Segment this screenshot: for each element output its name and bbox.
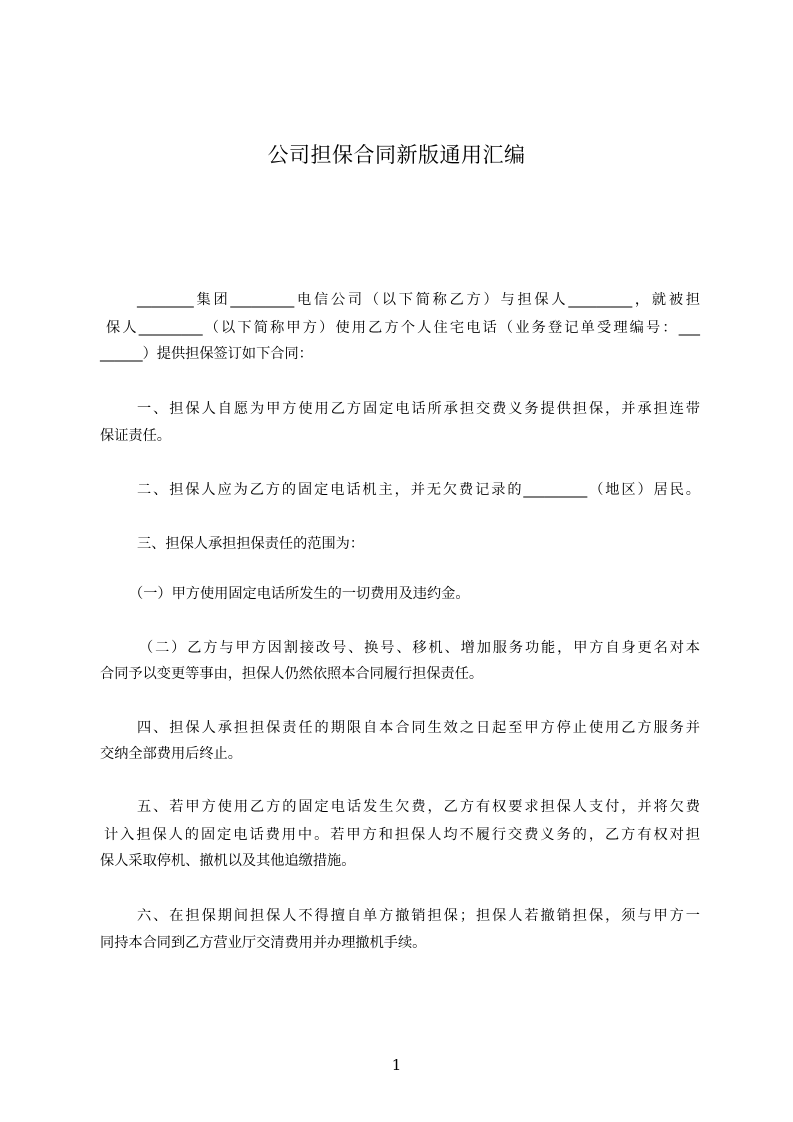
clause-1-line-1: 一、担保人自愿为甲方使用乙方固定电话所承担交费义务提供担保，并承担连带 [137, 401, 700, 417]
clause-5-line-1: 五、若甲方使用乙方的固定电话发生欠费，乙方有权要求担保人支付，并将欠费 [137, 799, 700, 815]
clause-6-line-2: 同持本合同到乙方营业厅交清费用并办理撤机手续。 [100, 935, 427, 951]
clause-3a-line-1: （一）甲方使用固定电话所发生的一切费用及违约金。 [129, 586, 470, 602]
clause-1-line-2: 保证责任。 [100, 428, 171, 444]
document-title: 公司担保合同新版通用汇编 [267, 143, 526, 167]
clause-5-line-3: 保人采取停机、撤机以及其他追缴措施。 [100, 853, 356, 869]
clause-6-line-1: 六、在担保期间担保人不得擅自单方撤销担保；担保人若撤销担保，须与甲方一 [137, 908, 700, 924]
preamble-line-2: 保人_________（以下简称甲方）使用乙方个人住宅电话（业务登记单受理编号：___ [106, 320, 700, 336]
preamble-line-1: ________集团_________电信公司（以下简称乙方）与担保人_________，就被担 [137, 292, 700, 308]
clause-3-line-1: 三、担保人承担担保责任的范围为： [137, 536, 365, 552]
clause-4-line-2: 交纳全部费用后终止。 [100, 746, 242, 762]
clause-2-line-1: 二、担保人应为乙方的固定电话机主，并无欠费记录的_________（地区）居民。 [137, 482, 700, 498]
clause-4-line-1: 四、担保人承担担保责任的期限自本合同生效之日起至甲方停止使用乙方服务并 [137, 720, 700, 736]
clause-3b-line-1: （二）乙方与甲方因割接改号、换号、移机、增加服务功能，甲方自身更名对本 [139, 640, 700, 656]
clause-5-line-2: 计入担保人的固定电话费用中。若甲方和担保人均不履行交费义务的，乙方有权对担 [104, 827, 700, 843]
clause-3b-line-2: 合同予以变更等事由，担保人仍然依照本合同履行担保责任。 [100, 666, 484, 682]
preamble-line-3: ______）提供担保签订如下合同： [100, 346, 313, 362]
page-number: 1 [391, 1056, 402, 1074]
